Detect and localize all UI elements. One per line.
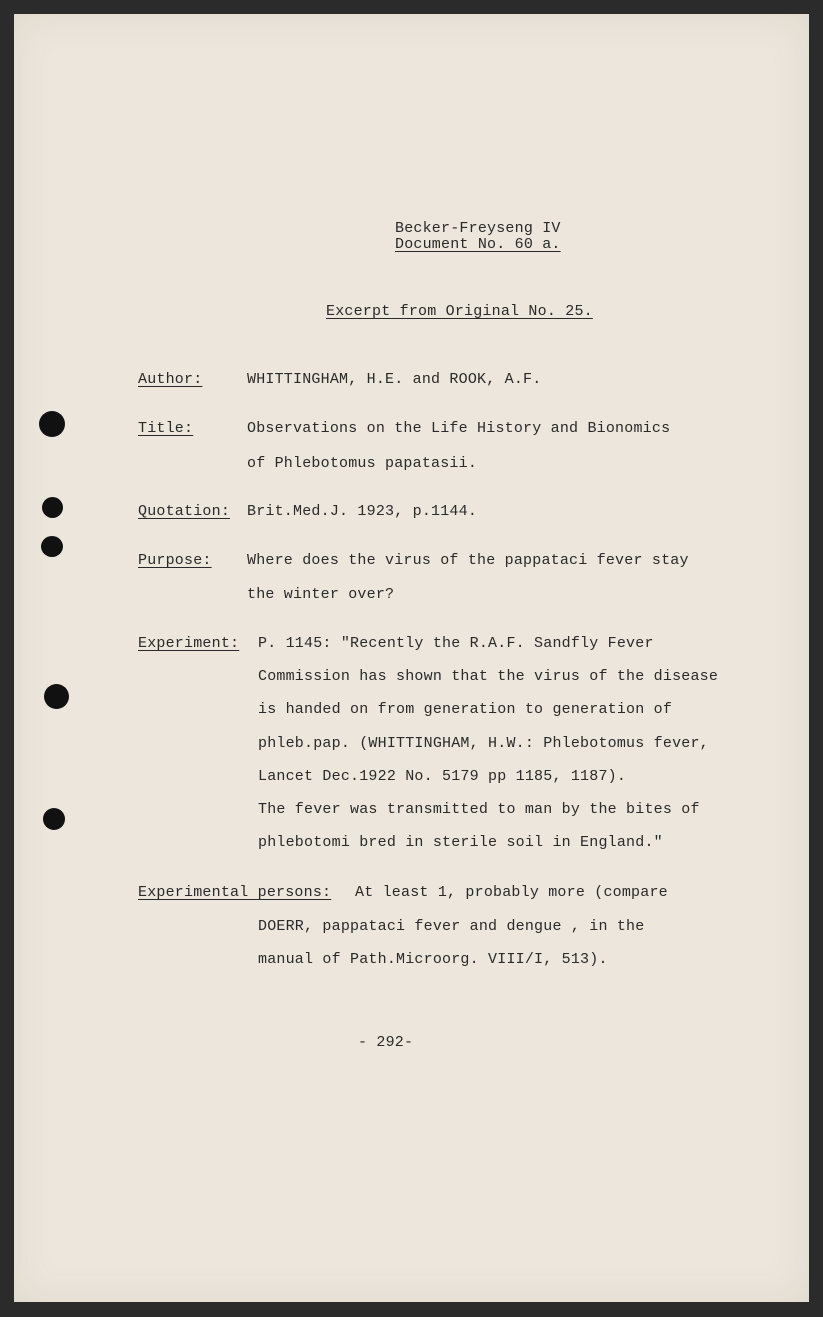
experiment-line: Commission has shown that the virus of the disease	[258, 668, 719, 685]
experiment-line: is handed on from generation to generation of	[258, 701, 673, 718]
page-number: - 292-	[358, 1034, 414, 1051]
title-line: of Phlebotomus papatasii.	[247, 455, 478, 472]
experiment-line: The fever was transmitted to man by the bites of	[258, 801, 700, 818]
document-page	[14, 14, 809, 1302]
experimental-persons-line: manual of Path.Microorg. VIII/I, 513).	[258, 951, 608, 968]
title-line: Observations on the Life History and Bionomics	[247, 420, 671, 437]
experiment-line: Lancet Dec.1922 No. 5179 pp 1185, 1187).	[258, 768, 627, 785]
experiment-line: phleb.pap. (WHITTINGHAM, H.W.: Phlebotomus fever,	[258, 735, 709, 752]
author-value: WHITTINGHAM, H.E. and ROOK, A.F.	[247, 371, 542, 388]
experimental-persons-label: Experimental persons:	[138, 884, 332, 901]
punch-hole	[44, 684, 69, 709]
punch-hole	[39, 411, 65, 437]
header-line-2: Document No. 60 a.	[395, 236, 561, 253]
punch-hole	[43, 808, 65, 830]
experimental-persons-line: DOERR, pappataci fever and dengue , in the	[258, 918, 645, 935]
title-label: Title:	[138, 420, 194, 437]
header-line-1: Becker-Freyseng IV	[395, 220, 561, 237]
author-label: Author:	[138, 371, 203, 388]
experimental-persons-line: At least 1, probably more (compare	[355, 884, 668, 901]
experiment-line: phlebotomi bred in sterile soil in England."	[258, 834, 663, 851]
excerpt-title: Excerpt from Original No. 25.	[326, 303, 593, 320]
quotation-label: Quotation:	[138, 503, 231, 520]
purpose-line: Where does the virus of the pappataci fever stay	[247, 552, 689, 569]
purpose-label: Purpose:	[138, 552, 212, 569]
experiment-line: P. 1145: "Recently the R.A.F. Sandfly Fever	[258, 635, 654, 652]
experiment-label: Experiment:	[138, 635, 240, 652]
purpose-line: the winter over?	[247, 586, 395, 603]
quotation-value: Brit.Med.J. 1923, p.1144.	[247, 503, 478, 520]
punch-hole	[42, 497, 63, 518]
punch-hole	[41, 536, 63, 557]
